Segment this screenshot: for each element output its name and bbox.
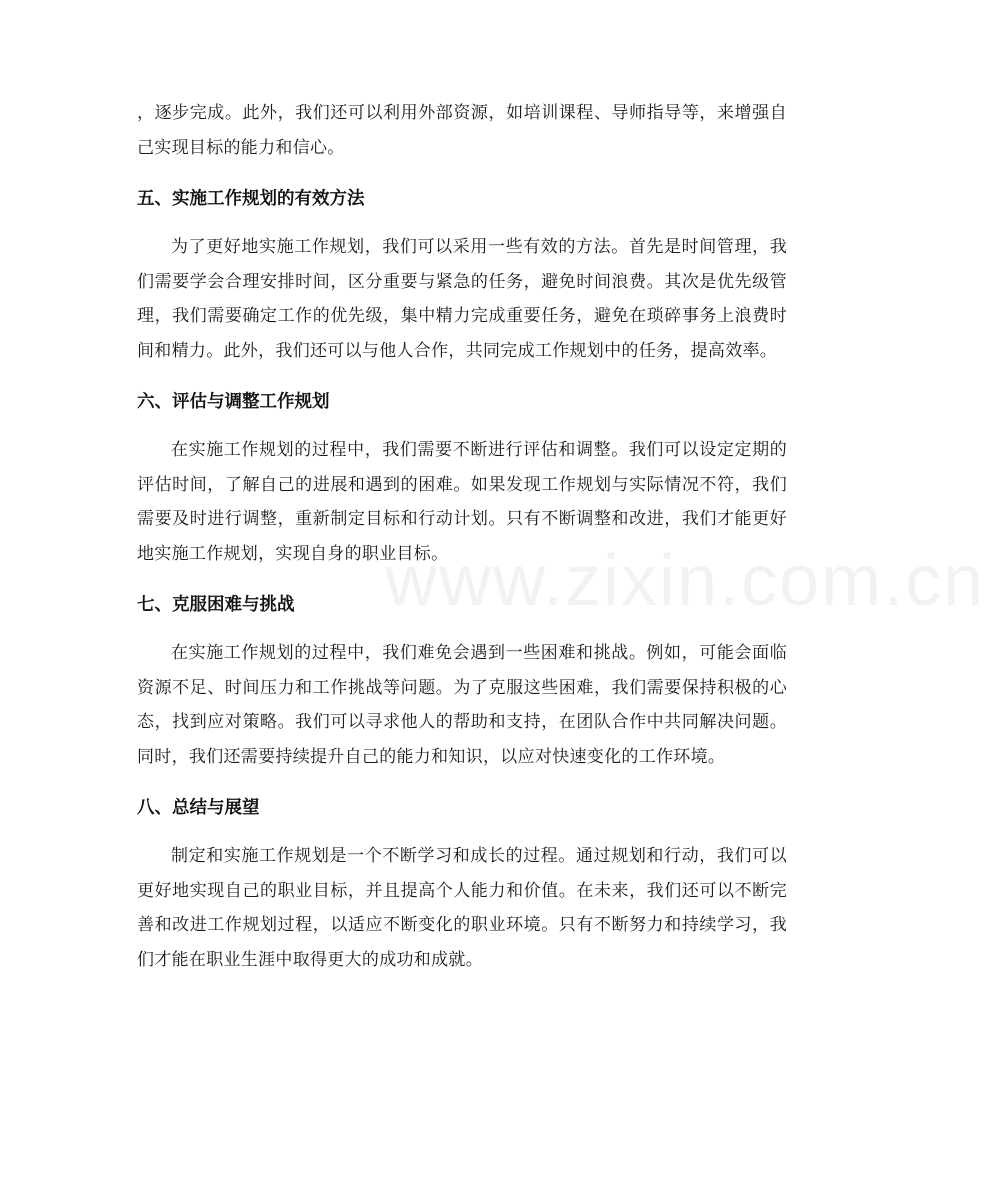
- section-paragraph-8: 制定和实施工作规划是一个不断学习和成长的过程。通过规划和行动，我们可以更好地实现自己的职业目标，并且提高个人能力和价值。在未来，我们还可以不断完善和改进工作规划过程，以适应不断变化的职业环境。只有不断努力和持续学习，我们才能在职业生涯中取得更大的成功和成就。: [137, 846, 787, 970]
- section-heading-5: 五、实施工作规划的有效方法: [137, 189, 365, 209]
- section-paragraph-6: 在实施工作规划的过程中，我们需要不断进行评估和调整。我们可以设定定期的评估时间，了解自己的进展和遇到的困难。如果发现工作规划与实际情况不符，我们需要及时进行调整，重新制定目标和行动计划。只有不断调整和改进，我们才能更好地实施工作规划，实现自身的职业目标。: [137, 440, 787, 564]
- watermark: www.zixin.com.cn: [385, 541, 985, 621]
- section-heading-6: 六、评估与调整工作规划: [137, 392, 330, 412]
- intro-paragraph: ，逐步完成。此外，我们还可以利用外部资源，如培训课程、导师指导等，来增强自己实现目标的能力和信心。: [137, 103, 787, 158]
- section-paragraph-5: 为了更好地实施工作规划，我们可以采用一些有效的方法。首先是时间管理，我们需要学会合理安排时间，区分重要与紧急的任务，避免时间浪费。其次是优先级管理，我们需要确定工作的优先级，集中精力完成重要任务，避免在琐碎事务上浪费时间和精力。此外，我们还可以与他人合作，共同完成工作规划中的任务，提高效率。: [137, 237, 787, 361]
- section-paragraph-7: 在实施工作规划的过程中，我们难免会遇到一些困难和挑战。例如，可能会面临资源不足、时间压力和工作挑战等问题。为了克服这些困难，我们需要保持积极的心态，找到应对策略。我们可以寻求他人的帮助和支持，在团队合作中共同解决问题。同时，我们还需要持续提升自己的能力和知识，以应对快速变化的工作环境。: [137, 643, 787, 767]
- section-heading-7: 七、克服困难与挑战: [137, 595, 295, 615]
- document-body: [137, 96, 787, 977]
- section-heading-8: 八、总结与展望: [137, 798, 260, 818]
